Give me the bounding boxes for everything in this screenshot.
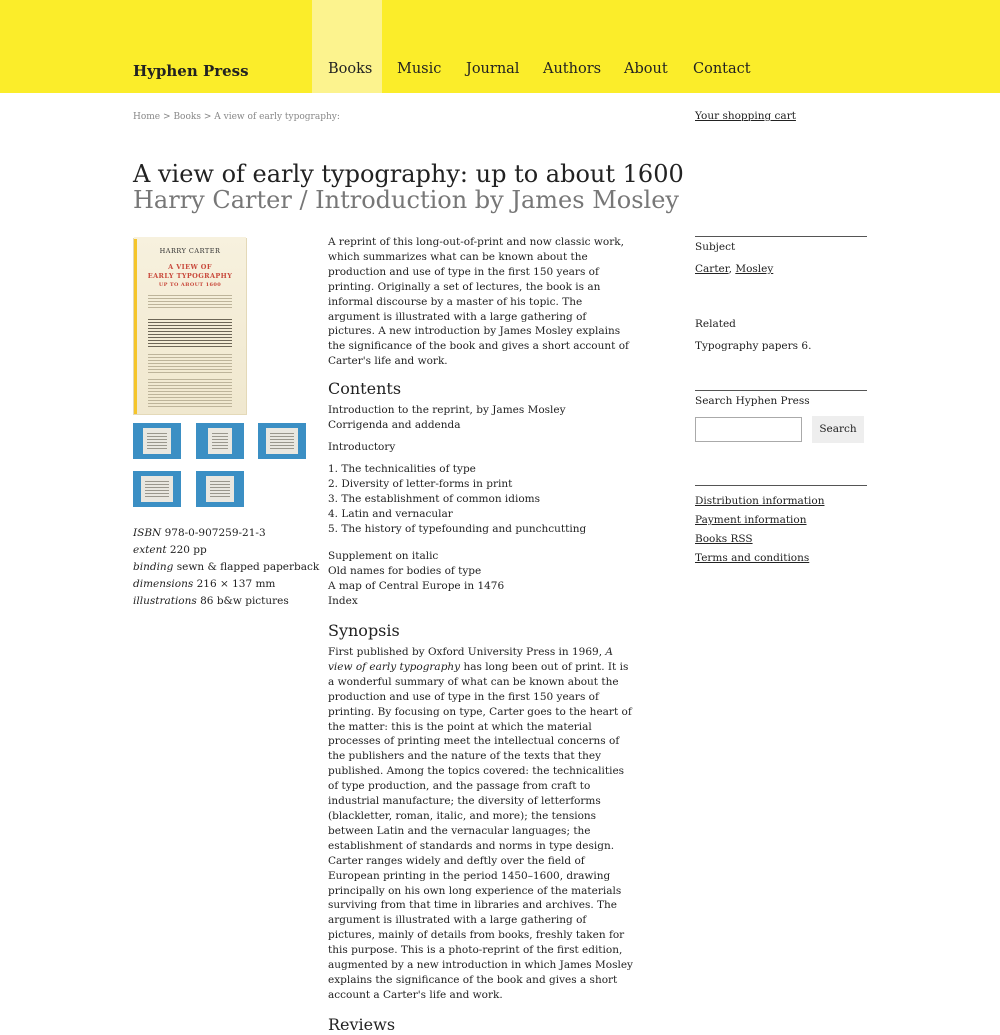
meta-extent: extent 220 pp	[133, 544, 207, 556]
contents-heading: Contents	[328, 379, 402, 399]
contents-chapters	[328, 462, 636, 537]
meta-isbn: ISBN 978-0-907259-21-3	[133, 527, 266, 539]
thumbnail-image[interactable]	[133, 423, 181, 459]
page-subtitle: Harry Carter / Introduction by James Mosley	[133, 186, 679, 214]
thumbnail-image[interactable]	[196, 471, 244, 507]
nav-active-highlight	[312, 0, 382, 93]
reviews-heading: Reviews	[328, 1014, 396, 1034]
nav-journal[interactable]: Journal	[466, 61, 520, 77]
distribution-info-link[interactable]: Distribution information	[695, 495, 825, 507]
payment-info-link[interactable]: Payment information	[695, 514, 807, 526]
book-details	[133, 525, 319, 610]
shopping-cart-link[interactable]: Your shopping cart	[695, 110, 796, 122]
nav-authors[interactable]: Authors	[543, 61, 602, 77]
sidebar-divider	[695, 390, 867, 391]
contents-chapter: 4. Latin and vernacular	[328, 507, 453, 520]
breadcrumb	[133, 112, 340, 122]
terms-link[interactable]: Terms and conditions	[695, 552, 810, 564]
site-header	[0, 0, 1000, 93]
contents-item: Supplement on italic	[328, 550, 439, 563]
search-heading: Search Hyphen Press	[695, 395, 810, 407]
nav-books[interactable]: Books	[328, 61, 373, 77]
contents-item: Index	[328, 595, 358, 608]
contents-item: A map of Central Europe in 1476	[328, 580, 505, 593]
contents-chapter: 3. The establishment of common idioms	[328, 492, 541, 505]
cover-author-text: HARRY CARTER	[159, 247, 221, 255]
meta-binding: binding sewn & flapped paperback	[133, 561, 320, 573]
contents-item: Introduction to the reprint, by James Mosley	[328, 404, 566, 417]
breadcrumb-separator: >	[163, 112, 171, 122]
sidebar-divider	[695, 485, 867, 486]
thumbnail-image[interactable]	[133, 471, 181, 507]
nav-contact[interactable]: Contact	[693, 61, 751, 77]
cover-title-line: UP TO ABOUT 1600	[158, 282, 222, 288]
contents-item: Corrigenda and addenda	[328, 419, 461, 432]
book-description: A reprint of this long-out-of-print and now classic work, which summarizes what can be known about the production and use of type in the first 150 years of printing. Originally a set of lectures, the book is an informal discourse by a master of his topic. The argument is illustrated with a large gathering of pictures. A new introduction by James Mosley explains the significance of the book and gives a short account of Carter's life and work.	[328, 236, 629, 368]
contents-chapter: 1. The technicalities of type	[328, 462, 476, 475]
related-heading: Related	[695, 318, 736, 330]
related-text: Typography papers 6.	[695, 340, 812, 352]
nav-about[interactable]: About	[624, 61, 668, 77]
books-rss-link[interactable]: Books RSS	[695, 533, 753, 545]
page-title: A view of early typography: up to about 1600	[133, 160, 684, 188]
cover-title-line: EARLY TYPOGRAPHY	[147, 272, 233, 280]
breadcrumb-books[interactable]: Books	[173, 112, 201, 122]
contents-introductory: Introductory	[328, 440, 396, 453]
main-content	[328, 235, 636, 1035]
contents-back-matter	[328, 549, 636, 609]
sidebar-divider	[695, 236, 867, 237]
search-input[interactable]	[695, 417, 802, 442]
thumbnail-image[interactable]	[196, 423, 244, 459]
contents-chapter: 5. The history of typefounding and punchcutting	[328, 522, 587, 535]
breadcrumb-home[interactable]: Home	[133, 112, 161, 122]
subject-heading: Subject	[695, 241, 736, 253]
synopsis-text: First published by Oxford University Press in 1969, A view of early typography has long been out of print. It is a wonderful summary of what can be known about the production and use of type in the first 150 years of printing. By focusing on type, Carter goes to the heart of the matter: this is the point at which the material processes of printing meet the intellectual concerns of the publishers and the nature of the texts that they published. Among the topics covered: the technicalities of type production, and the passage from craft to industrial manufacture; the diversity of letterforms (blackletter, roman, italic, and more); the tensions between Latin and the vernacular languages; the establishment of standards and norms in type design. Carter ranges widely and deftly over the field of European printing in the period 1450–1600, drawing principally on his own long experience of the materials surviving from that time in libraries and archives. The argument is illustrated with a large gathering of pictures, mainly of details from books, freshly taken for this purpose. This is a photo-reprint of the first edition, augmented by a new introduction in which James Mosley explains the significance of the book and gives a short account a Carter's life and work.	[328, 646, 633, 1001]
breadcrumb-current: A view of early typography:	[214, 112, 340, 122]
contents-chapter: 2. Diversity of letter-forms in print	[328, 477, 513, 490]
meta-illustrations: illustrations 86 b&w pictures	[133, 595, 289, 607]
synopsis-book-title: A view of early typography	[328, 646, 613, 673]
subject-link-mosley[interactable]: Mosley	[735, 263, 774, 275]
cover-title-line: A VIEW OF	[168, 263, 212, 271]
subject-links: Carter, Mosley	[695, 263, 774, 275]
breadcrumb-separator: >	[203, 112, 212, 122]
brand-logo-link[interactable]: Hyphen Press	[133, 62, 249, 80]
sidebar-links	[695, 492, 867, 568]
subject-link-carter[interactable]: Carter	[695, 263, 729, 275]
nav-music[interactable]: Music	[397, 61, 442, 77]
contents-item: Old names for bodies of type	[328, 565, 482, 578]
thumbnail-image[interactable]	[258, 423, 306, 459]
search-button[interactable]: Search	[812, 416, 864, 443]
book-cover-image[interactable]	[133, 238, 247, 415]
contents-front-matter	[328, 403, 636, 433]
synopsis-heading: Synopsis	[328, 621, 400, 641]
meta-dimensions: dimensions 216 × 137 mm	[133, 578, 276, 590]
